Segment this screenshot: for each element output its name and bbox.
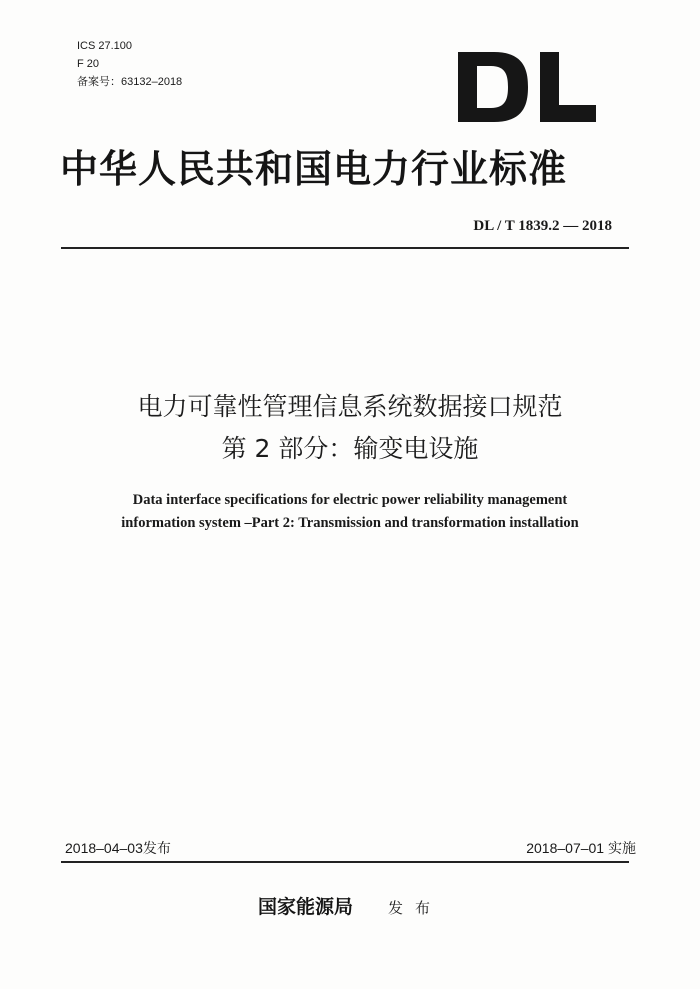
footer-divider [61, 861, 629, 863]
ics-code: ICS 27.100 [77, 40, 133, 52]
record-number: 备案号：63132–2018 [77, 76, 183, 88]
publish-label: 发布 [388, 899, 443, 917]
english-title-line-1: Data interface specifications for electric power reliability management [132, 492, 568, 508]
standard-number: DL / T 1839.2 — 2018 [473, 218, 612, 234]
header-divider [61, 247, 629, 249]
implementation-date: 2018–07–01 实施 [526, 840, 636, 856]
classification-block [77, 37, 182, 91]
chinese-title-line-2: 第 2 部分：输变电设施 [221, 434, 479, 463]
chinese-title-line-1: 电力可靠性管理信息系统数据接口规范 [137, 392, 563, 421]
national-standard-title: 中华人民共和国电力行业标准 [60, 146, 568, 191]
issue-date: 2018–04–03发布 [65, 840, 171, 856]
ccs-code: F 20 [77, 58, 100, 70]
dl-logo [458, 52, 596, 122]
publisher-name: 国家能源局 [257, 896, 353, 918]
publisher-line [0, 892, 700, 919]
english-title-line-2: information system –Part 2: Transmission and transformation installation [121, 515, 579, 531]
